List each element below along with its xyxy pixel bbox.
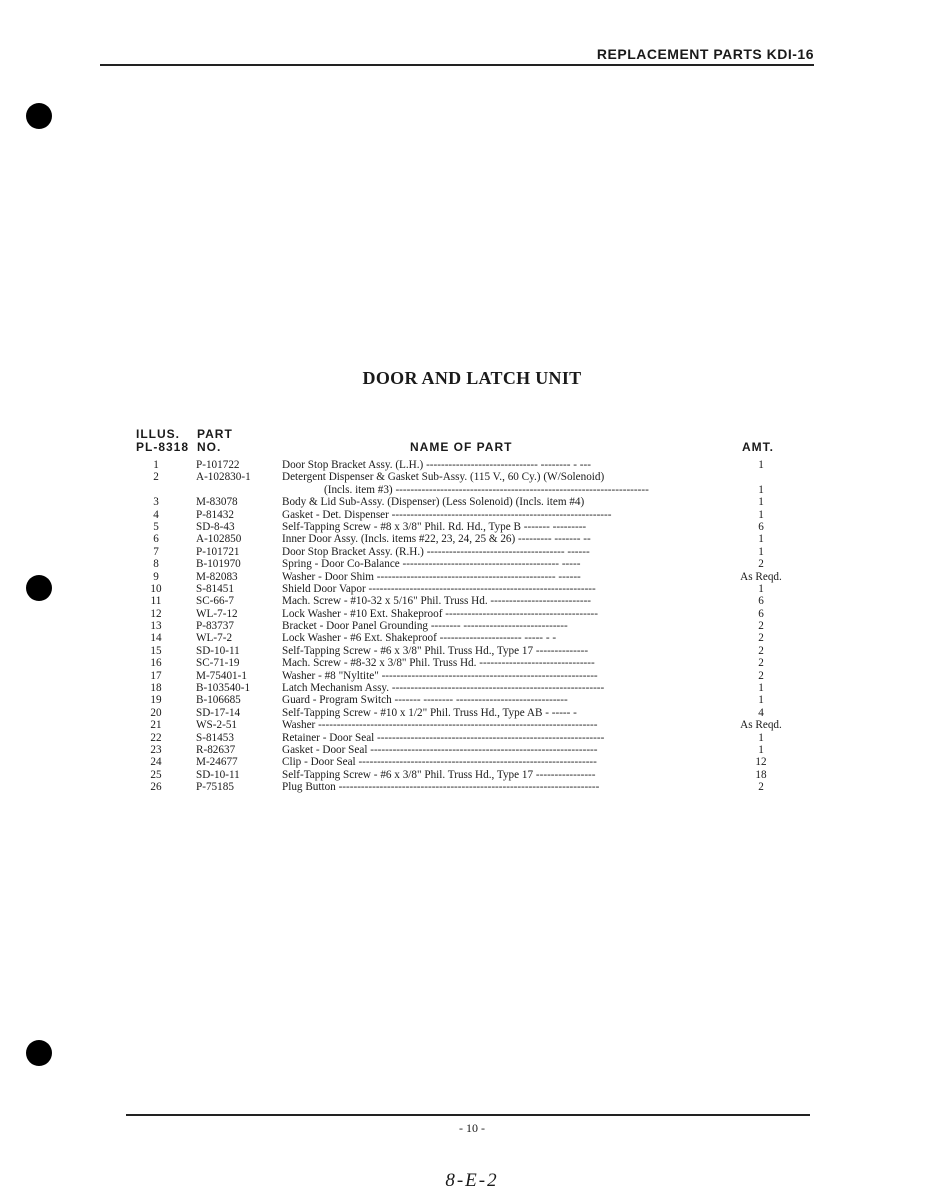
part-name: Body & Lid Sub-Assy. (Dispenser) (Less Solenoid) (Incls. item #4) bbox=[282, 496, 585, 509]
illus-number: 14 bbox=[150, 632, 162, 645]
part-name-cell bbox=[282, 533, 722, 545]
part-name: Washer - #8 "Nyltite" ---------------------------------------------------------- bbox=[282, 669, 598, 682]
amount: 1 bbox=[758, 731, 764, 744]
part-number: M-82083 bbox=[196, 570, 238, 583]
table-row bbox=[0, 546, 944, 558]
amount: 1 bbox=[758, 533, 764, 546]
table-row bbox=[0, 682, 944, 694]
col-head-name: NAME OF PART bbox=[410, 440, 513, 454]
table-row bbox=[0, 595, 944, 607]
part-name: Clip - Door Seal ---------------------------------------------------------------- bbox=[282, 756, 597, 769]
part-number: SC-66-7 bbox=[196, 595, 234, 608]
amount: 1 bbox=[758, 483, 764, 496]
part-name: Door Stop Bracket Assy. (R.H.) ------------------------------------- ------ bbox=[282, 545, 590, 558]
part-number: M-83078 bbox=[196, 496, 238, 509]
illus-number: 5 bbox=[153, 520, 159, 533]
part-name-cell bbox=[282, 732, 722, 744]
table-row bbox=[0, 632, 944, 644]
part-name-cell bbox=[282, 509, 722, 521]
part-name-cell bbox=[282, 521, 722, 533]
header-rule bbox=[100, 64, 814, 66]
illus-number: 7 bbox=[153, 545, 159, 558]
illus-number: 6 bbox=[153, 533, 159, 546]
table-row bbox=[0, 707, 944, 719]
part-number: SC-71-19 bbox=[196, 657, 240, 670]
table-row bbox=[0, 769, 944, 781]
part-name-cell bbox=[282, 769, 722, 781]
illus-number: 12 bbox=[150, 607, 162, 620]
part-name-cell bbox=[282, 682, 722, 694]
illus-number: 15 bbox=[150, 644, 162, 657]
amount: 6 bbox=[758, 520, 764, 533]
amount: As Reqd. bbox=[740, 570, 782, 583]
illus-number: 16 bbox=[150, 657, 162, 670]
amount: 2 bbox=[758, 781, 764, 794]
part-name: Mach. Screw - #10-32 x 5/16" Phil. Truss Hd. --------------------------- bbox=[282, 595, 592, 608]
part-number: R-82637 bbox=[196, 744, 236, 756]
amount: 4 bbox=[758, 706, 764, 719]
part-number: B-106685 bbox=[196, 694, 241, 707]
illus-number: 24 bbox=[150, 756, 162, 769]
table-row bbox=[0, 620, 944, 632]
col-head-illus-line2: PL-8318 bbox=[136, 440, 190, 454]
table-row bbox=[0, 571, 944, 583]
illus-number: 20 bbox=[150, 706, 162, 719]
illus-number: 2 bbox=[153, 471, 159, 484]
part-name: Inner Door Assy. (Incls. items #22, 23, 24, 25 & 26) --------- ------- -- bbox=[282, 533, 591, 546]
binder-hole-top bbox=[26, 103, 52, 129]
part-name: Washer - Door Shim ------------------------------------------------ ------ bbox=[282, 570, 581, 583]
table-row bbox=[0, 471, 944, 496]
part-name-cell bbox=[282, 781, 722, 793]
amount: 1 bbox=[758, 682, 764, 695]
part-number: WL-7-12 bbox=[196, 607, 238, 620]
amount: 1 bbox=[758, 496, 764, 509]
part-name-cell bbox=[282, 645, 722, 657]
illus-number: 4 bbox=[153, 508, 159, 521]
table-row bbox=[0, 608, 944, 620]
amount: 18 bbox=[755, 768, 767, 781]
part-name: Detergent Dispenser & Gasket Sub-Assy. (115 V., 60 Cy.) (W/Solenoid) bbox=[282, 471, 605, 484]
amount: 2 bbox=[758, 657, 764, 670]
table-row bbox=[0, 719, 944, 731]
part-number: SD-10-11 bbox=[196, 644, 240, 657]
table-row bbox=[0, 694, 944, 706]
part-number: WL-7-2 bbox=[196, 632, 233, 645]
part-name-cell bbox=[282, 496, 722, 508]
part-number: WS-2-51 bbox=[196, 719, 238, 732]
part-name: Self-Tapping Screw - #8 x 3/8" Phil. Rd. Hd., Type B ------- --------- bbox=[282, 520, 587, 533]
handwritten-note: 8-E-2 bbox=[445, 1170, 499, 1191]
part-name-cell bbox=[282, 707, 722, 719]
part-number: A-102850 bbox=[196, 533, 242, 546]
part-name: Gasket - Det. Dispenser ----------------------------------------------------------- bbox=[282, 508, 612, 521]
part-name-cell bbox=[282, 608, 722, 620]
amount: 1 bbox=[758, 744, 764, 756]
part-name: Lock Washer - #10 Ext. Shakeproof ----------------------------------------- bbox=[282, 607, 598, 620]
part-name: Self-Tapping Screw - #6 x 3/8" Phil. Truss Hd., Type 17 ---------------- bbox=[282, 768, 596, 781]
part-name-continued: (Incls. item #3) -------------------------------------------------------------------- bbox=[324, 483, 649, 496]
amount: 1 bbox=[758, 694, 764, 707]
table-row bbox=[0, 781, 944, 793]
part-name: Lock Washer - #6 Ext. Shakeproof ---------------------- ----- - - bbox=[282, 632, 557, 645]
part-number: SD-10-11 bbox=[196, 768, 240, 781]
part-name-cell bbox=[282, 756, 722, 768]
part-number: B-101970 bbox=[196, 558, 241, 571]
part-number: P-83737 bbox=[196, 620, 234, 633]
col-head-amt: AMT. bbox=[742, 440, 774, 454]
amount: 1 bbox=[758, 508, 764, 521]
part-number: SD-17-14 bbox=[196, 706, 241, 719]
part-number: M-24677 bbox=[196, 756, 238, 769]
amount: 2 bbox=[758, 632, 764, 645]
footer-rule bbox=[126, 1114, 810, 1116]
part-name: Latch Mechanism Assy. --------------------------------------------------------- bbox=[282, 682, 605, 695]
illus-number: 22 bbox=[150, 731, 162, 744]
part-name: Mach. Screw - #8-32 x 3/8" Phil. Truss Hd. ------------------------------- bbox=[282, 657, 595, 670]
illus-number: 3 bbox=[153, 496, 159, 509]
part-name: Spring - Door Co-Balance ------------------------------------------ ----- bbox=[282, 558, 581, 571]
illus-number: 26 bbox=[150, 781, 162, 794]
part-name: Guard - Program Switch ------- -------- ------------------------------ bbox=[282, 694, 568, 707]
amount: 1 bbox=[758, 545, 764, 558]
illus-number: 19 bbox=[150, 694, 162, 707]
illus-number: 17 bbox=[150, 669, 162, 682]
illus-number: 8 bbox=[153, 558, 159, 571]
part-name: Plug Button ---------------------------------------------------------------------- bbox=[282, 781, 600, 794]
amount: 2 bbox=[758, 620, 764, 633]
part-name-cell bbox=[282, 719, 722, 731]
table-row bbox=[0, 496, 944, 508]
part-number: S-81453 bbox=[196, 731, 234, 744]
table-row bbox=[0, 583, 944, 595]
part-number: M-75401-1 bbox=[196, 669, 247, 682]
part-number: P-101722 bbox=[196, 459, 240, 471]
illus-number: 21 bbox=[150, 719, 162, 732]
page-title: DOOR AND LATCH UNIT bbox=[362, 368, 582, 388]
table-row bbox=[0, 459, 944, 471]
part-name-cell bbox=[282, 595, 722, 607]
part-name: Door Stop Bracket Assy. (L.H.) ------------------------------ -------- - --- bbox=[282, 459, 591, 471]
amount: 2 bbox=[758, 669, 764, 682]
part-name: Gasket - Door Seal ------------------------------------------------------------- bbox=[282, 744, 598, 756]
col-head-illus-line1: ILLUS. bbox=[136, 427, 180, 441]
col-head-part-line1: PART bbox=[197, 427, 233, 441]
amount: 12 bbox=[755, 756, 767, 769]
part-name-cell bbox=[282, 471, 722, 496]
binder-hole-bottom bbox=[26, 1040, 52, 1066]
illus-number: 23 bbox=[150, 744, 162, 756]
illus-number: 11 bbox=[150, 595, 162, 608]
part-name: Self-Tapping Screw - #6 x 3/8" Phil. Truss Hd., Type 17 -------------- bbox=[282, 644, 589, 657]
part-number: A-102830-1 bbox=[196, 471, 251, 484]
illus-number: 9 bbox=[153, 570, 159, 583]
page-number: - 10 - bbox=[459, 1121, 485, 1135]
amount: As Reqd. bbox=[740, 719, 782, 732]
part-name: Washer --------------------------------------------------------------------------- bbox=[282, 719, 598, 732]
part-name-cell bbox=[282, 657, 722, 669]
table-row bbox=[0, 521, 944, 533]
illus-number: 13 bbox=[150, 620, 162, 633]
part-name-cell bbox=[282, 694, 722, 706]
amount: 1 bbox=[758, 459, 764, 471]
part-name-cell bbox=[282, 744, 722, 756]
table-row bbox=[0, 732, 944, 744]
table-row bbox=[0, 558, 944, 570]
part-name-cell bbox=[282, 571, 722, 583]
table-row bbox=[0, 670, 944, 682]
amount: 1 bbox=[758, 582, 764, 595]
illus-number: 18 bbox=[150, 682, 162, 695]
part-name-cell bbox=[282, 546, 722, 558]
part-name-cell bbox=[282, 459, 722, 471]
table-row bbox=[0, 744, 944, 756]
part-number: P-81432 bbox=[196, 508, 234, 521]
illus-number: 10 bbox=[150, 582, 162, 595]
parts-list bbox=[0, 459, 944, 794]
col-head-part-line2: NO. bbox=[197, 440, 222, 454]
table-row bbox=[0, 509, 944, 521]
part-name-cell bbox=[282, 632, 722, 644]
table-row bbox=[0, 645, 944, 657]
part-number: B-103540-1 bbox=[196, 682, 251, 695]
table-row bbox=[0, 533, 944, 545]
part-number: S-81451 bbox=[196, 582, 234, 595]
part-number: P-75185 bbox=[196, 781, 234, 794]
page-header: REPLACEMENT PARTS KDI-16 bbox=[596, 46, 814, 62]
col-head-illus bbox=[136, 428, 189, 454]
table-row bbox=[0, 657, 944, 669]
part-number: SD-8-43 bbox=[196, 520, 235, 533]
col-head-part bbox=[197, 428, 233, 454]
amount: 2 bbox=[758, 644, 764, 657]
part-name: Shield Door Vapor ------------------------------------------------------------- bbox=[282, 582, 596, 595]
amount: 6 bbox=[758, 595, 764, 608]
amount: 6 bbox=[758, 607, 764, 620]
part-name: Bracket - Door Panel Grounding -------- ---------------------------- bbox=[282, 620, 568, 633]
part-number: P-101721 bbox=[196, 545, 240, 558]
part-name-cell bbox=[282, 558, 722, 570]
table-row bbox=[0, 756, 944, 768]
amount: 2 bbox=[758, 558, 764, 571]
part-name-cell bbox=[282, 620, 722, 632]
part-name: Self-Tapping Screw - #10 x 1/2" Phil. Truss Hd., Type AB - ----- - bbox=[282, 706, 577, 719]
part-name-cell bbox=[282, 583, 722, 595]
illus-number: 1 bbox=[153, 459, 159, 471]
part-name: Retainer - Door Seal ------------------------------------------------------------- bbox=[282, 731, 605, 744]
illus-number: 25 bbox=[150, 768, 162, 781]
part-name-cell bbox=[282, 670, 722, 682]
